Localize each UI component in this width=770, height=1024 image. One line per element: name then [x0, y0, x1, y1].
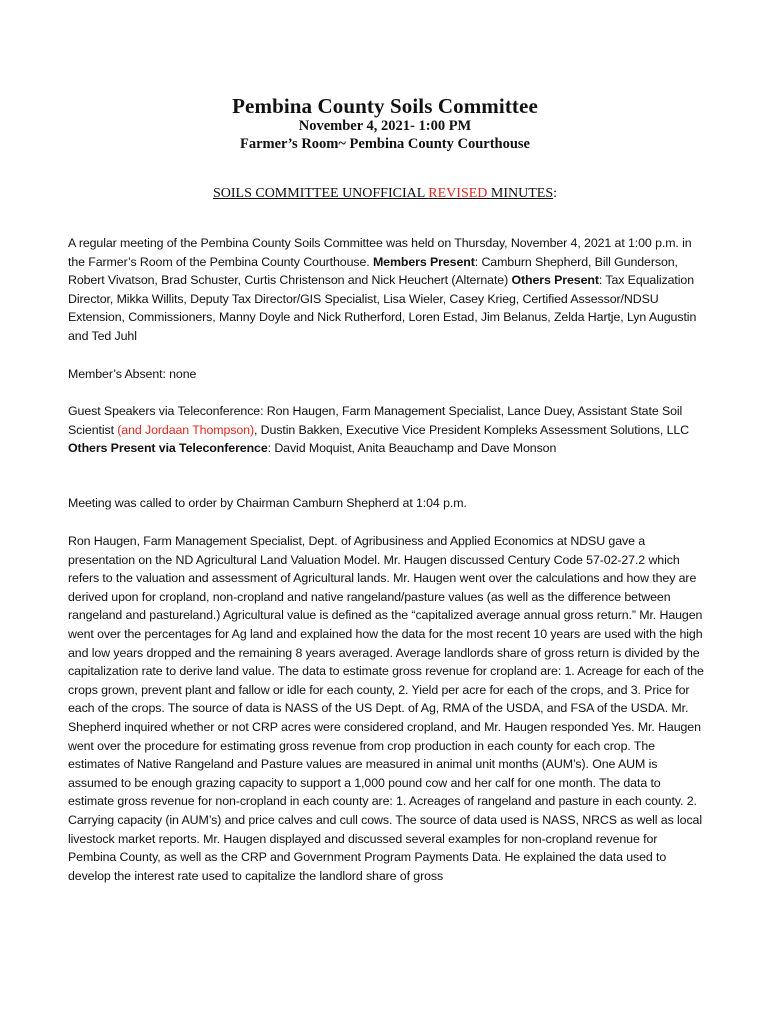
- revised-insert: (and Jordaan Thompson): [117, 422, 254, 437]
- attendance-intro: A regular meeting of the Pembina County Soils Committee was held on Thursday, November 4, 2021 at 1:00 p.m. in the Farmer’s Room of the Pembina County Courthouse.: [68, 236, 692, 269]
- guest-speakers-rest: , Dustin Bakken, Executive Vice President Kompleks Assessment Solutions, LLC: [254, 422, 690, 437]
- revised-marker: REVISED: [428, 186, 491, 201]
- others-present-label: Others Present: [511, 273, 599, 288]
- members-absent-paragraph: Member’s Absent: none: [68, 367, 197, 381]
- others-teleconference-label: Others Present via Teleconference: [68, 441, 268, 456]
- minutes-heading: [0, 186, 770, 202]
- minutes-heading-colon: :: [553, 186, 558, 201]
- document-title: Pembina County Soils Committee: [232, 94, 538, 118]
- guest-speakers-paragraph: [68, 402, 708, 458]
- attendance-paragraph: [68, 234, 708, 346]
- members-present-list: : Camburn Shepherd, Bill Gunderson, Robert Vivatson, Brad Schuster, Curtis Christenson and Nick Heuchert (Alternate): [68, 254, 678, 288]
- meeting-location: Farmer’s Room~ Pembina County Courthouse: [240, 136, 530, 152]
- others-teleconference-list: : David Moquist, Anita Beauchamp and Dave Monson: [267, 441, 557, 456]
- minutes-heading-part1: SOILS COMMITTEE UNOFFICIAL: [212, 186, 429, 201]
- presentation-paragraph: Ron Haugen, Farm Management Specialist, Dept. of Agribusiness and Applied Economics at NDSU gave a presentation on the ND Agricultural Land Valuation Model. Mr. Haugen discussed Century Code 57-02-27.2 which refers to the valuation and assessment of Agricultural lands. Mr. Haugen went over the calculations and how they are derived upon for cropland, non-cropland and native rangeland/pasture values (as well as the difference between rangeland and pastureland.) Agricultural value is defined as the “capitalized average annual gross return.” Mr. Haugen went over the percentages for Ag land and explained how the data for the most recent 10 years are used with the high and low years dropped and the remaining 8 years averaged. Average landlords share of gross return is divided by the capitalization rate to derive land value. The data to estimate gross revenue for cropland are: 1. Acreage for each of the crops grown, prevent plant and fallow or idle for each county, 2. Yield per acre for each of the crops, and 3. Price for each of the crops. The source of data is NASS of the US Dept. of Ag, RMA of the USDA, and FSA of the USDA. Mr. Shepherd inquired whether or not CRP acres were considered cropland, and Mr. Haugen responded Yes. Mr. Haugen went over the procedure for estimating gross revenue from crop production in each county for each crop. The estimates of Native Rangeland and Pasture values are measured in animal unit months (AUM’s). One AUM is assumed to be enough grazing capacity to support a 1,000 pound cow and her calf for one month. The data to estimate gross revenue for non-cropland in each county are: 1. Acreages of rangeland and pasture in each county. 2. Carrying capacity (in AUM’s) and price calves and cull cows. The source of data used is NASS, NRCS as well as local livestock market reports. Mr. Haugen displayed and discussed several examples for non-cropland revenue for Pembina County, as well as the CRP and Government Program Payments Data. He explained the data used to develop the interest rate used to capitalize the landlord share of gross: [68, 534, 704, 883]
- meeting-date-time: November 4, 2021- 1:00 PM: [298, 118, 472, 134]
- guest-speakers-intro: Guest Speakers via Teleconference: Ron Haugen, Farm Management Specialist, Lance Duey, Assistant State Soil Scientist: [68, 404, 683, 437]
- others-present-list: : Tax Equalization Director, Mikka Willits, Deputy Tax Director/GIS Specialist, Lisa Wieler, Casey Krieg, Certified Assessor/NDSU Extension, Commissioners, Manny Doyle and Nick Rutherford, Loren Estad, Jim Belanus, Zelda Hartje, Lyn Augustin and Ted Juhl: [68, 273, 697, 343]
- minutes-heading-part2: MINUTES: [490, 186, 554, 201]
- call-to-order-paragraph: Meeting was called to order by Chairman Camburn Shepherd at 1:04 p.m.: [68, 496, 467, 510]
- members-present-label: Members Present: [372, 254, 475, 269]
